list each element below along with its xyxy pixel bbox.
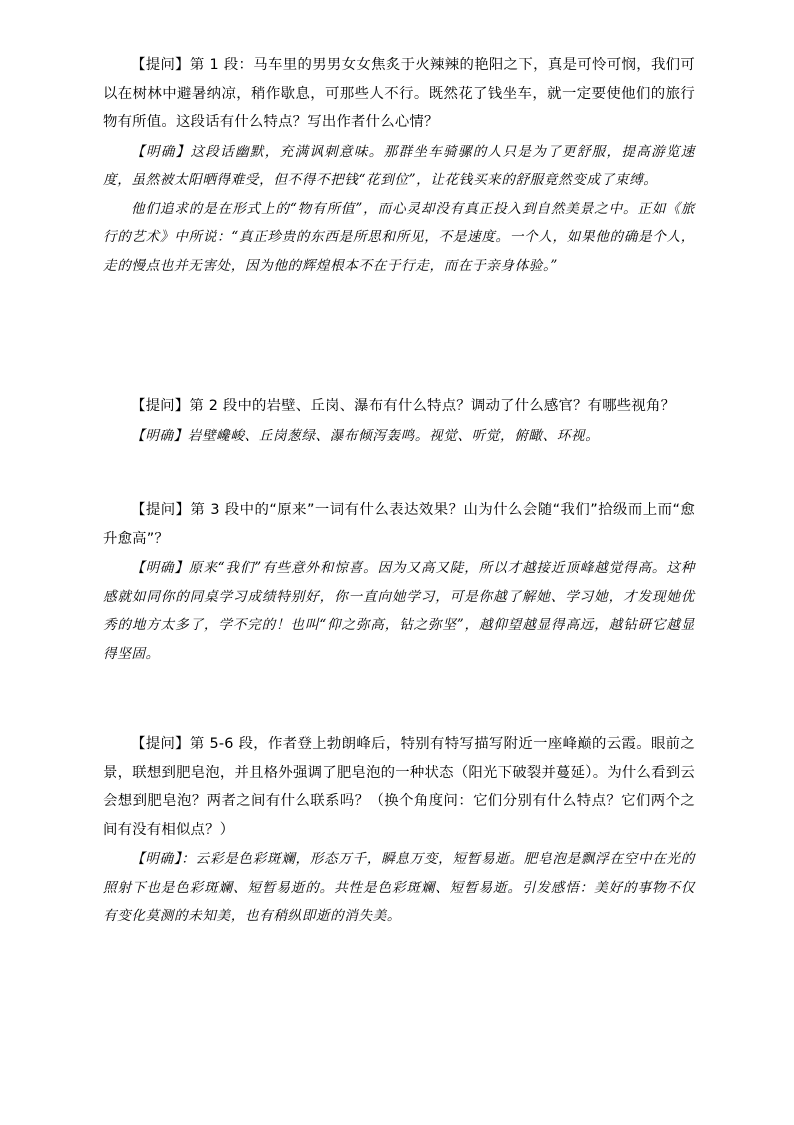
section-4 (103, 730, 695, 931)
question-text: 【提问】第 3 段中的“原来”一词有什么表达效果？山为什么会随“我们”拾级而上而“愈升愈高”？ (103, 502, 695, 547)
section-1 (103, 51, 695, 280)
section-3 (103, 496, 695, 668)
section-2 (103, 392, 695, 450)
answer-extra-text: 他们追求的是在形式上的“物有所值”，而心灵却没有真正投入到自然美景之中。正如《旅行的艺术》中所说：“真正珍贵的东西是所思和所见，不是速度。一个人，如果他的确是个人，走的慢点也并无害处，因为他的辉煌根本不在于行走，而在于亲身体验。” (103, 200, 695, 274)
answer-text: 【明确】岩壁巉峻、丘岗葱绿、瀑布倾泻轰鸣。视觉、听觉，俯瞰、环视。 (131, 427, 600, 444)
question-text: 【提问】第 5-6 段，作者登上勃朗峰后，特别有特写描写附近一座峰巅的云霞。眼前之景，联想到肥皂泡，并且格外强调了肥皂泡的一种状态（阳光下破裂并蔓延）。为什么看到云会想到肥皂泡？两者之间有什么联系吗？（换个角度问：它们分别有什么特点？它们两个之间有没有相似点？） (103, 736, 695, 838)
answer-text: 【明确】这段话幽默，充满讽刺意味。那群坐车骑骡的人只是为了更舒服，提高游览速度，虽然被太阳晒得难受，但不得不把钱“花到位”，让花钱买来的舒服竟然变成了束缚。 (103, 143, 695, 188)
question-text: 【提问】第 1 段：马车里的男男女女焦炙于火辣辣的艳阳之下，真是可怜可悯，我们可以在树林中避暑纳凉，稍作歇息，可那些人不行。既然花了钱坐车，就一定要使他们的旅行物有所值。这段话有什么特点？写出作者什么心情？ (103, 57, 695, 130)
answer-text: 【明确】：云彩是色彩斑斓，形态万千，瞬息万变，短暂易逝。肥皂泡是飘浮在空中在光的照射下也是色彩斑斓、短暂易逝的。共性是色彩斑斓、短暂易逝。引发感悟：美好的事物不仅有变化莫测的未知美，也有稍纵即逝的消失美。 (103, 851, 695, 924)
question-text: 【提问】第 2 段中的岩壁、丘岗、瀑布有什么特点？调动了什么感官？有哪些视角？ (131, 398, 676, 414)
answer-text: 【明确】原来“我们”有些意外和惊喜。因为又高又陡，所以才越接近顶峰越觉得高。这种感就如同你的同桌学习成绩特别好，你一直向她学习，可是你越了解她、学习她，才发现她优秀的地方太多了，学不完的！也叫“仰之弥高，钻之弥坚”，越仰望越显得高远，越钻研它越显得坚固。 (103, 560, 695, 662)
